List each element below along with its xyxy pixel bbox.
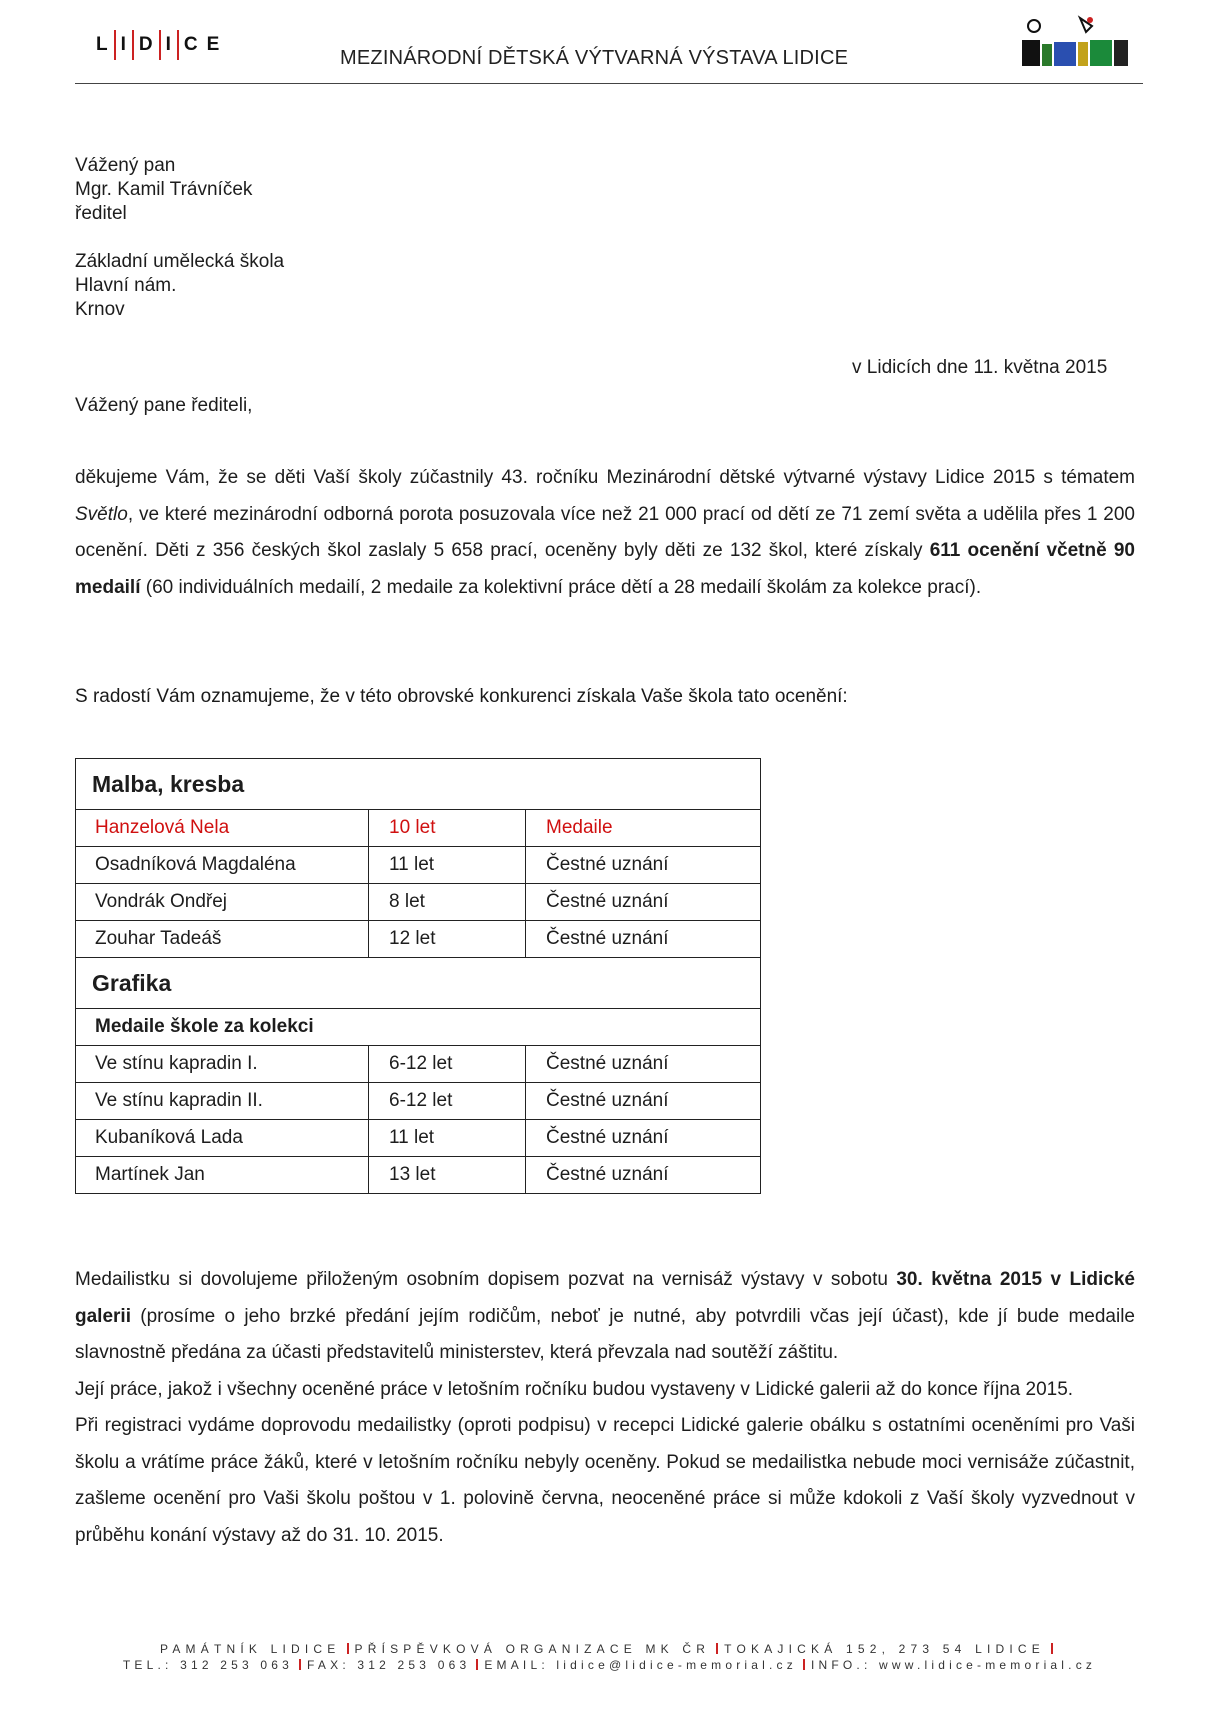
table-row: [76, 847, 761, 884]
school-address: [75, 250, 284, 322]
awards-intro: S radostí Vám oznamujeme, že v této obrovské konkurenci získala Vaše škola tato ocenění:: [75, 686, 848, 707]
cell-award: Čestné uznání: [526, 884, 761, 921]
recipient-name: Mgr. Kamil Trávníček: [75, 179, 253, 200]
cell-age: 13 let: [369, 1157, 526, 1194]
table-row: [76, 1120, 761, 1157]
logo-letter: C: [183, 34, 199, 55]
cell-age: 12 let: [369, 921, 526, 958]
cell-name: Ve stínu kapradin II.: [76, 1083, 369, 1120]
footer-phone: TEL.: 312 253 063: [122, 1658, 294, 1672]
paragraph-line: Její práce, jakož i všechny oceněné práce v letošním ročníku budou vystaveny v Lidické galerii až do konce října 2015.: [75, 1378, 1074, 1400]
cell-age: 6-12 let: [369, 1083, 526, 1120]
awards-table: [75, 758, 761, 1194]
paragraph-text: (60 individuálních medailí, 2 medaile za kolektivní práce dětí a 28 medailí školám za kolekce prací).: [140, 576, 982, 598]
subsection-heading: Medaile škole za kolekci: [76, 1009, 761, 1046]
table-subsection-row: [76, 1009, 761, 1046]
table-section-row: [76, 759, 761, 810]
paragraph-line: Při registraci vydáme doprovodu medailistky (oproti podpisu) v recepci Lidické galerie obálku s ostatními oceněními pro Vaši školu a vrátíme práce žáků, které v letošním ročníku nebyly oceněny. Pokud se medailistka nebude moci vernisáže zúčastnit, zašleme ocenění pro Vaši školu poštou v 1. polovině června, neoceněné práce si může kdokoli z Vaší školy vyzvednout v průběhu konání výstavy až do 31. 10. 2015.: [75, 1415, 1135, 1546]
cell-award: Čestné uznání: [526, 1120, 761, 1157]
cell-award: Čestné uznání: [526, 847, 761, 884]
cell-name: Kubaníková Lada: [76, 1120, 369, 1157]
footer-email: EMAIL: lidice@lidice-memorial.cz: [484, 1658, 797, 1672]
table-row: [76, 1083, 761, 1120]
header-divider: [75, 83, 1143, 84]
recipient-role: ředitel: [75, 203, 127, 224]
table-row: [76, 884, 761, 921]
school-city: Krnov: [75, 299, 125, 320]
cell-age: 10 let: [369, 810, 526, 847]
logo-letter: L: [96, 34, 109, 55]
table-row: [76, 1046, 761, 1083]
logo-letter: I: [165, 34, 172, 55]
footer-web: INFO.: www.lidice-memorial.cz: [810, 1658, 1097, 1672]
letter-date: v Lidicích dne 11. května 2015: [852, 357, 1108, 378]
cell-award: Čestné uznání: [526, 1157, 761, 1194]
cell-name: Hanzelová Nela: [76, 810, 369, 847]
table-row: [76, 810, 761, 847]
logo-letter: D: [138, 34, 154, 55]
vernissage-date: 30. května 2015 v Lidické galerii: [75, 1269, 1135, 1327]
paragraph-text: Medailistku si dovolujeme přiloženým osobním dopisem pozvat na vernisáž výstavy v sobotu: [75, 1269, 897, 1290]
lidice-logo-right: [1020, 14, 1130, 70]
cell-award: Čestné uznání: [526, 1046, 761, 1083]
cell-name: Vondrák Ondřej: [76, 884, 369, 921]
footer-contacts: [0, 1658, 1219, 1672]
cell-age: 6-12 let: [369, 1046, 526, 1083]
footer-item: PAMÁTNÍK LIDICE: [160, 1642, 341, 1656]
paragraph-text: (prosíme o jeho brzké předání jejím rodičům, neboť je nutné, aby potvrdili včas její účast), kde jí bude medaile slavnostně předána za účasti představitelů ministerstev, která převzala nad soutěží záštitu.: [75, 1305, 1135, 1363]
footer-address: [0, 1642, 1219, 1656]
header-title: MEZINÁRODNÍ DĚTSKÁ VÝTVARNÁ VÝSTAVA LIDICE: [340, 47, 849, 69]
theme-name: Světlo: [75, 503, 128, 525]
section-heading: Malba, kresba: [76, 759, 761, 810]
cell-age: 8 let: [369, 884, 526, 921]
paragraph-text: , ve které mezinárodní odborná porota posuzovala více než 21 000 prací od dětí ze 71 zemí světa a udělila přes 1 200 ocenění. Děti z 356 českých škol zaslaly 5 658 prací, oceněny byly děti ze 132 škol, které získaly: [75, 503, 1135, 561]
cell-award: Medaile: [526, 810, 761, 847]
cell-name: Osadníková Magdaléna: [76, 847, 369, 884]
footer-fax: FAX: 312 253 063: [307, 1658, 471, 1672]
paragraph-thanks: [75, 460, 1135, 606]
awards-count: 611 ocenění včetně 90 medailí: [75, 540, 1135, 598]
school-name: Základní umělecká škola: [75, 251, 285, 272]
recipient-line: Vážený pan: [75, 155, 176, 176]
cell-age: 11 let: [369, 1120, 526, 1157]
logo-letter: E: [206, 34, 221, 55]
footer-item: PŘÍSPĚVKOVÁ ORGANIZACE MK ČR: [354, 1642, 711, 1656]
table-section-row: [76, 958, 761, 1009]
cell-name: Martínek Jan: [76, 1157, 369, 1194]
school-street: Hlavní nám.: [75, 275, 177, 296]
lidice-logo-left: [92, 26, 224, 64]
paragraph-invitation: [75, 1262, 1135, 1554]
recipient-block: [75, 154, 252, 226]
section-heading: Grafika: [76, 958, 761, 1009]
cell-name: Ve stínu kapradin I.: [76, 1046, 369, 1083]
paragraph-text: děkujeme Vám, že se děti Vaší školy zúčastnily 43. ročníku Mezinárodní dětské výtvarné výstavy Lidice 2015 s tématem: [75, 467, 1135, 488]
cell-name: Zouhar Tadeáš: [76, 921, 369, 958]
cell-award: Čestné uznání: [526, 1083, 761, 1120]
paragraph-line: [75, 1262, 1135, 1372]
table-row: [76, 1157, 761, 1194]
cell-award: Čestné uznání: [526, 921, 761, 958]
logo-letter: I: [120, 34, 127, 55]
table-row: [76, 921, 761, 958]
footer-item: TOKAJICKÁ 152, 273 54 LIDICE: [724, 1642, 1045, 1656]
salutation: Vážený pane řediteli,: [75, 395, 253, 416]
cell-age: 11 let: [369, 847, 526, 884]
